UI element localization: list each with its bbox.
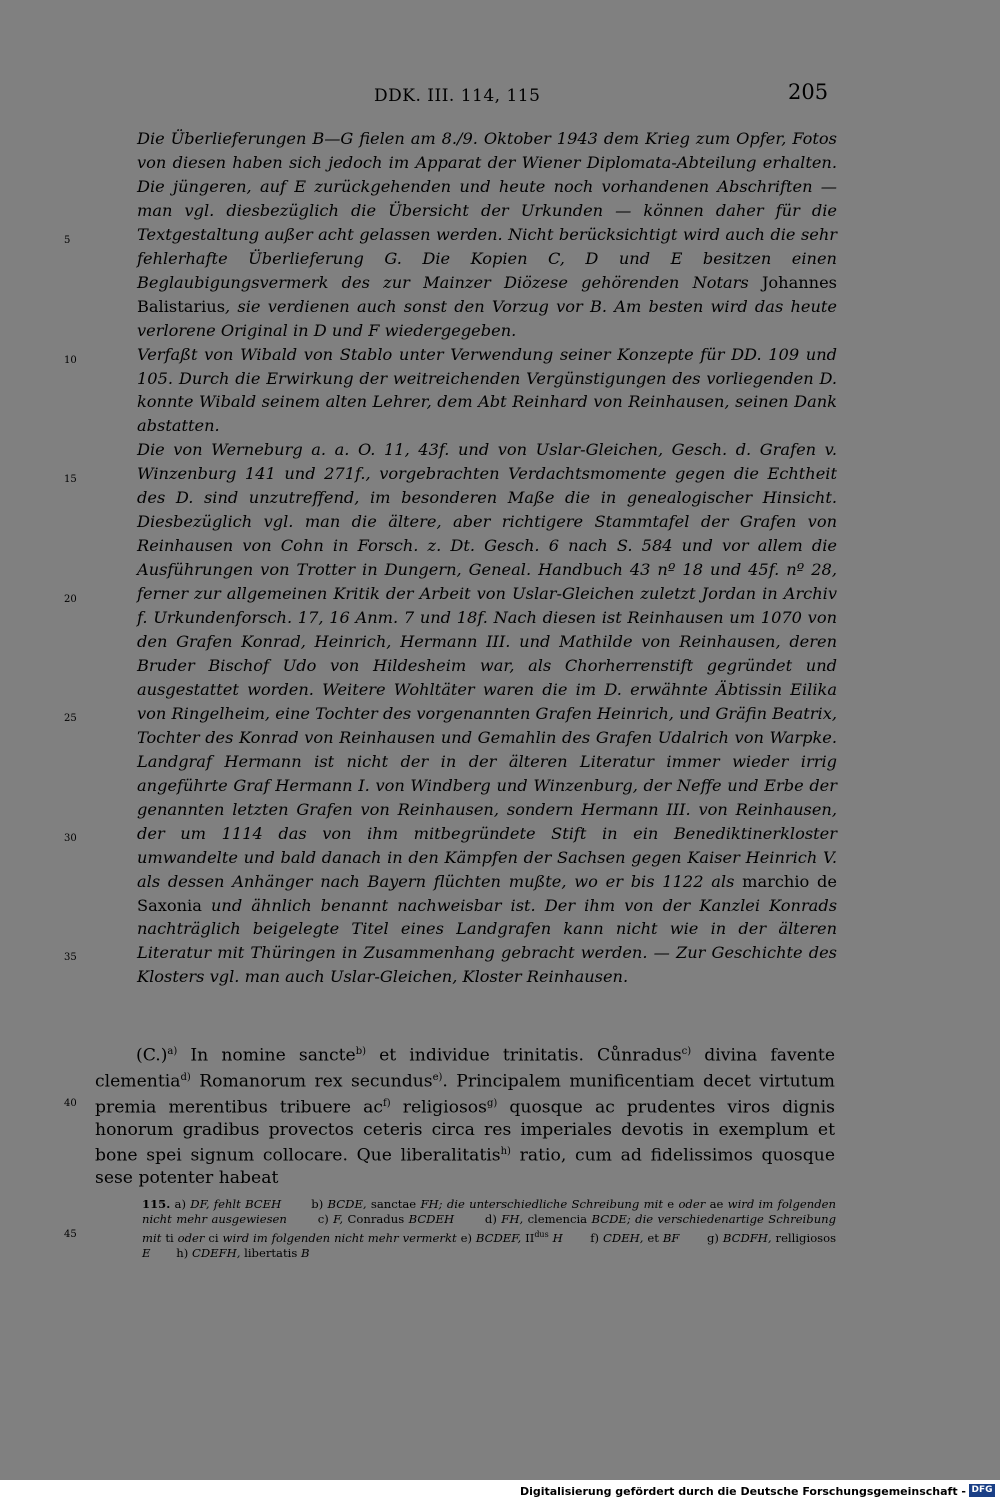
line-number: 20: [64, 594, 77, 605]
sigla: CDEFH,: [191, 1245, 241, 1260]
note-marker: h): [500, 1146, 511, 1158]
text-run: . Principalem munificentiam decet virtutum premia merentibus tribuere ac: [95, 1071, 835, 1118]
variant: ae: [709, 1197, 724, 1211]
sigla: DF, fehlt BCEH: [190, 1197, 282, 1211]
text-run: und ähnlich benannt nachweisbar ist. Der ihm von der Kanzlei Konrads nachträglich beigelegte Titel eines Landgrafen kann nicht wie in der älteren Literatur mit Thüringen in Zusammenhang gebracht werden. — Zur Geschichte des Klosters vgl. man auch Uslar-Gleichen, Kloster Reinhausen.: [137, 895, 838, 987]
note-key: h): [176, 1245, 189, 1260]
note-marker: g): [486, 1097, 498, 1109]
line-number: 35: [64, 952, 77, 963]
notary-name: Johannes Balistarius: [137, 272, 837, 316]
note-key: d): [484, 1212, 497, 1226]
note-marker: a): [167, 1046, 178, 1057]
note-key: b): [311, 1197, 324, 1211]
sigla: E: [142, 1245, 151, 1260]
text-run: Die Überlieferungen B—G fielen am 8./9. Oktober 1943 dem Krieg zum Opfer, Fotos von diesen haben sich jedoch im Apparat der Wiener Diplomata-Abteilung erhalten. Die jüngeren, auf E zurückgehenden und heute noch vorhandenen Abschriften — man vgl. diesbezüglich die Übersicht der Urkunden — können daher für die Textgestaltung außer acht gelassen werden. Nicht berücksichtigt wird auch die sehr fehlerhafte Überlieferung G. Die Kopien C, D und E besitzen einen Beglaubigungsvermerk des zur Mainzer Diözese gehörenden Notars: [137, 129, 837, 292]
commentary-paragraph: Verfaßt von Wibald von Stablo unter Verwendung seiner Konzepte für DD. 109 und 105. Durch die Erwirkung der weitreichenden Vergünstigungen des vorliegenden D. konnte Wibald seinem alten Lehrer, dem Abt Reinhard von Reinhausen, seinen Dank abstatten.: [137, 344, 837, 436]
note-marker: c): [681, 1046, 692, 1057]
text-run: Die von Werneburg a. a. O. 11, 43f. und von Uslar-Gleichen, Gesch. d. Grafen v. Winzenburg 141 und 271f., vorgebrachten Verdachtsmomente gegen die Echtheit des D. sind unzutreffend, im besonderen Maße die in genealogischer Hinsicht. Diesbezüglich vgl. man die ältere, aber richtigere Stammtafel der Grafen von Reinhausen von Cohn in Forsch. z. Dt. Gesch. 6 nach S. 584 und vor allem die Ausführungen von Trotter in Dungern, Geneal. Handbuch 43 nº 18 und 45f. nº 28, ferner zur allgemeinen Kritik der Arbeit von Uslar-Gleichen zuletzt Jordan in Archiv f. Urkundenforsch. 17, 16 Anm. 7 und 18f. Nach diesen ist Reinhausen um 1070 von den Grafen Konrad, Heinrich, Hermann III. und Mathilde von Reinhausen, deren Bruder Bischof Udo von Hildesheim war, als Chorherrenstift gegründet und ausgestattet worden. Weitere Wohltäter waren die im D. erwähnte Äbtissin Eilika von Ringelheim, eine Tochter des vorgenannten Grafen Heinrich, und Gräfin Beatrix, Tochter des Konrad von Reinhausen und Gemahlin des Grafen Udalrich von Warpke. Landgraf Hermann ist nicht der in der älteren Literatur immer wieder irrig angeführte Graf Hermann I. von Windberg und Winzenburg, der Neffe und Erbe der genannten letzten Grafen von Reinhausen, sondern Hermann III. von Reinhausen, der um 1114 das von ihm mitbegründete Stift in ein Benediktinerkloster umwandelte und bald danach in den Kämpfen der Sachsen gegen Kaiser Heinrich V. als dessen Anhänger nach Bayern flüchten mußte, wo er bis 1122 als: [137, 440, 837, 891]
variant: relligiosos: [775, 1230, 837, 1245]
sigla: BCDE,: [327, 1197, 367, 1211]
sigla: H: [552, 1230, 563, 1245]
sigla: F,: [333, 1212, 344, 1226]
variant: Conradus: [347, 1212, 405, 1226]
line-number: 30: [64, 833, 77, 844]
text-run: divina favente clementia: [95, 1045, 836, 1092]
sigla: BF: [662, 1230, 680, 1245]
running-head: DDK. III. 114, 115: [374, 86, 541, 106]
line-number: 45: [64, 1229, 77, 1240]
variant: ti: [165, 1230, 174, 1245]
note-marker: e): [432, 1071, 443, 1083]
variant: sanctae: [370, 1197, 417, 1211]
variant: clemencia: [527, 1212, 588, 1226]
note-key: c): [317, 1212, 329, 1226]
variant: libertatis: [244, 1245, 298, 1260]
sigla: wird im folgenden nicht mehr vermerkt: [222, 1230, 457, 1245]
text-run: In nomine sancte: [177, 1045, 356, 1066]
charter-text: [95, 1041, 835, 1189]
line-number: 40: [64, 1098, 77, 1109]
sigla: wird im folgenden nicht mehr ausgewiesen: [142, 1197, 837, 1226]
sigla: B: [300, 1245, 310, 1260]
text-run: quosque ac prudentes viros dignis honorum gradibus provectos ceteris circa res imperiales devotis in exemplum et bone spei signum collocare. Que liberalitatis: [95, 1097, 835, 1166]
sigla: FH; die unterschiedliche Schreibung mit: [420, 1197, 663, 1211]
sigla: oder: [678, 1197, 706, 1211]
sigla: FH,: [501, 1212, 524, 1226]
note-key: g): [706, 1230, 719, 1245]
apparatus-number: 115.: [142, 1197, 171, 1211]
note-marker: d): [180, 1071, 191, 1083]
note-key: a): [174, 1197, 186, 1211]
commentary-paragraph: [137, 438, 837, 989]
line-number: 25: [64, 713, 77, 724]
variant: et: [647, 1230, 659, 1245]
dfg-logo: DFG: [969, 1484, 995, 1497]
commentary-paragraph: [137, 127, 837, 343]
sigla: BCDEH: [408, 1212, 455, 1226]
sigla: BCDFH,: [722, 1230, 772, 1245]
line-number: 10: [64, 355, 77, 366]
sigla: CDEH,: [603, 1230, 644, 1245]
superscript: dus: [534, 1230, 549, 1239]
line-number: 5: [64, 235, 71, 246]
sigla: oder: [177, 1230, 205, 1245]
note-marker: f): [383, 1097, 391, 1109]
text-run: (C.): [136, 1045, 168, 1066]
note-key: e): [460, 1230, 472, 1245]
text-run: ratio, cum ad fidelissimos quosque sese potenter habeat: [95, 1145, 835, 1188]
commentary-block: [137, 127, 837, 989]
text-run: Romanorum rex secundus: [190, 1071, 433, 1092]
sigla: BCDEF,: [475, 1230, 522, 1245]
charter-paragraph: [95, 1041, 835, 1189]
note-marker: b): [355, 1046, 367, 1057]
note-key: f): [590, 1230, 600, 1245]
variant: II: [525, 1230, 535, 1245]
text-run: religiosos: [390, 1097, 487, 1118]
line-number: 15: [64, 474, 77, 485]
text-run: , sie verdienen auch sonst den Vorzug vor B. Am besten wird das heute verlorene Original in D und F wiedergegeben.: [137, 296, 837, 340]
variant: e: [667, 1197, 675, 1211]
sigla: BCDE; die verschiedenartige Schreibung mit: [142, 1212, 837, 1245]
funding-credit: Digitalisierung gefördert durch die Deutsche Forschungsgemeinschaft -: [519, 1485, 966, 1498]
critical-apparatus: [142, 1197, 836, 1261]
variant: ci: [208, 1230, 219, 1245]
line-number-margin: [0, 0, 100, 1502]
apparatus-paragraph: [142, 1197, 836, 1261]
page-number: 205: [788, 80, 829, 104]
text-run: et individue trinitatis. Cůnradus: [366, 1045, 682, 1066]
title-quotation: marchio de Saxonia: [137, 871, 837, 915]
